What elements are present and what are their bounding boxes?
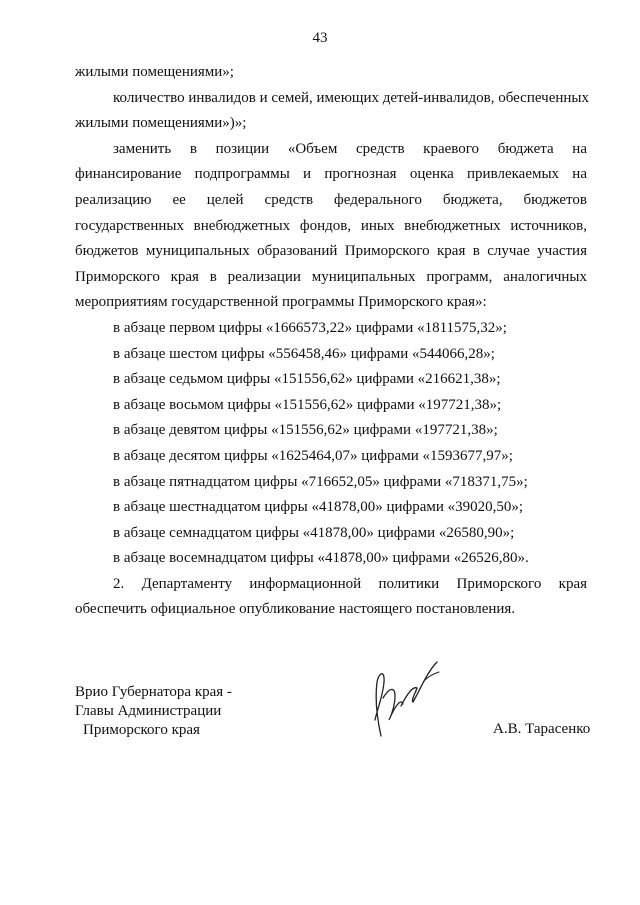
amendment-item: в абзаце восемнадцатом цифры «41878,00» цифрами «26526,80». [113, 550, 529, 567]
text-line: обеспечить официальное опубликование настоящего постановления. [75, 601, 516, 618]
signatory-position-line: Главы Администрации [75, 703, 222, 719]
amendment-item: в абзаце семнадцатом цифры «41878,00» цифрами «26580,90»; [113, 524, 515, 541]
amendment-item: в абзаце шестнадцатом цифры «41878,00» цифрами «39020,50»; [113, 499, 524, 516]
text-line: жилыми помещениями»)»; [75, 115, 247, 132]
amendment-item: в абзаце восьмом цифры «151556,62» цифрами «197721,38»; [113, 396, 502, 413]
text-line: реализацию ее целей средств федерального бюджета, бюджетов [75, 191, 587, 208]
signatory-name: А.В. Тарасенко [493, 721, 591, 737]
amendment-item: в абзаце седьмом цифры «151556,62» цифрами «216621,38»; [113, 371, 501, 388]
signatory-position-line: Приморского края [83, 722, 200, 738]
amendment-item: в абзаце девятом цифры «151556,62» цифрами «197721,38»; [113, 422, 498, 439]
signatory-position-line: Врио Губернатора края - [75, 684, 232, 700]
document-body [75, 60, 587, 623]
text-line: Приморского края в реализации муниципальных программ, аналогичных [75, 268, 587, 285]
text-line: государственных внебюджетных фондов, иных внебюджетных источников, [75, 217, 587, 234]
amendment-item: в абзаце десятом цифры «1625464,07» цифрами «1593677,97»; [113, 447, 513, 464]
text-line: мероприятиям государственной программы Приморского края»: [75, 294, 487, 311]
text-line: финансирование подпрограммы и прогнозная оценка привлекаемых на [75, 166, 587, 183]
text-line: количество инвалидов и семей, имеющих детей-инвалидов, обеспеченных [113, 89, 589, 106]
amendment-item: в абзаце шестом цифры «556458,46» цифрами «544066,28»; [113, 345, 495, 362]
amendment-item: в абзаце первом цифры «1666573,22» цифрами «1811575,32»; [113, 319, 507, 336]
text-line: заменить в позиции «Объем средств краевого бюджета на [113, 140, 587, 157]
signatory-position [75, 683, 232, 740]
handwritten-signature [365, 658, 445, 740]
text-line: бюджетов муниципальных образований Приморского края в случае участия [75, 243, 587, 260]
text-line: жилыми помещениями»; [75, 64, 234, 80]
text-line: 2. Департаменту информационной политики Приморского края [113, 575, 587, 592]
page-number: 43 [312, 30, 328, 46]
amendment-item: в абзаце пятнадцатом цифры «716652,05» цифрами «718371,75»; [113, 473, 528, 490]
